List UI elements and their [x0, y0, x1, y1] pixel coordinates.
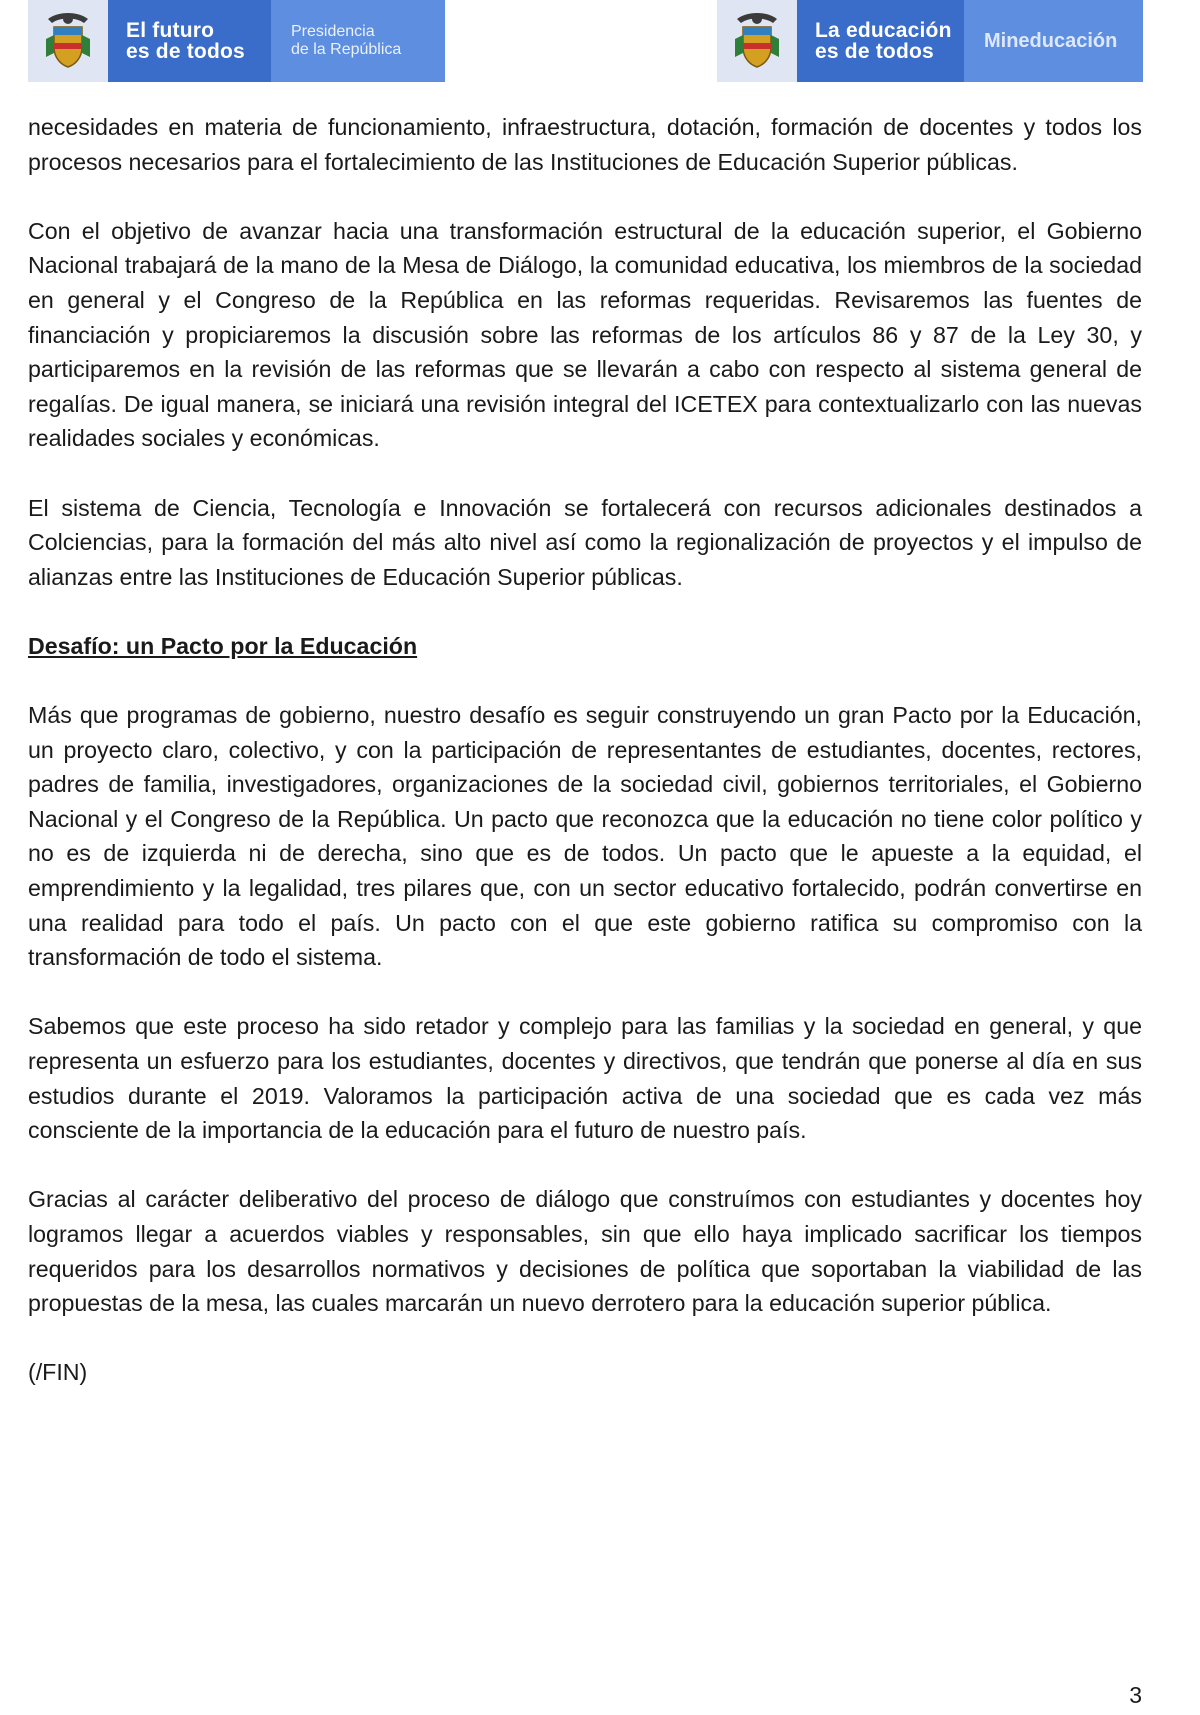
- paragraph: El sistema de Ciencia, Tecnología e Innovación se fortalecerá con recursos adicionales destinados a Colciencias, para la formación del más alto nivel así como la regionalización de proyectos y el impulso de alianzas entre las Instituciones de Educación Superior públicas.: [28, 494, 1142, 590]
- coat-of-arms-icon: [28, 0, 108, 82]
- logo-sub-line-1: Presidencia: [291, 23, 375, 40]
- logo-sub-line-2: de la República: [291, 41, 402, 58]
- logo-la-educacion: [717, 0, 1143, 82]
- logo-main-text: [108, 0, 271, 82]
- paragraph: Más que programas de gobierno, nuestro desafío es seguir construyendo un gran Pacto por la Educación, un proyecto claro, colectivo, y con la participación de representantes de estudiantes, docentes, rectores, padres de familia, investigadores, organizaciones de la sociedad civil, gobiernos territoriales, el Gobierno Nacional y el Congreso de la República. Un pacto que reconozca que la educación no tiene color político y no es de izquierda ni de derecha, sino que es de todos. Un pacto que le apueste a la equidad, el emprendimiento y la legalidad, tres pilares que, con un sector educativo fortalecido, podrán convertirse en una realidad para todo el país. Un pacto con el que este gobierno ratifica su compromiso con la transformación de todo el sistema.: [28, 702, 1142, 971]
- logo-line-2: es de todos: [815, 40, 934, 63]
- paragraph: Sabemos que este proceso ha sido retador y complejo para las familias y la sociedad en general, y que representa un esfuerzo para los estudiantes, docentes y directivos, que tendrán que ponerse al día en sus estudios durante el 2019. Valoramos la participación activa de una sociedad que es cada vez más consciente de la importancia de la educación para el futuro de nuestro país.: [28, 1013, 1142, 1144]
- logo-line-1: El futuro: [126, 19, 215, 42]
- paragraph: Gracias al carácter deliberativo del proceso de diálogo que construímos con estudiantes y docentes hoy logramos llegar a acuerdos viables y responsables, sin que ello haya implicado sacrificar los tiempos requeridos para los desarrollos normativos y decisiones de política que soportaban la viabilidad de las propuestas de la mesa, las cuales marcarán un nuevo derrotero para la educación superior pública.: [28, 1186, 1142, 1317]
- logo-line-1: La educación: [815, 19, 952, 42]
- page-number: 3: [1129, 1682, 1142, 1708]
- logo-sub-text: [271, 0, 445, 82]
- end-mark: (/FIN): [28, 1359, 88, 1386]
- logo-el-futuro: [28, 0, 445, 82]
- logo-sub-text: [964, 0, 1143, 82]
- coat-of-arms-icon: [717, 0, 797, 82]
- section-heading: Desafío: un Pacto por la Educación: [28, 632, 418, 659]
- logo-sub-line-1: Mineducación: [984, 30, 1118, 52]
- paragraph: necesidades en materia de funcionamiento, infraestructura, dotación, formación de docentes y todos los procesos necesarios para el fortalecimiento de las Instituciones de Educación Superior públicas.: [28, 114, 1142, 175]
- logo-main-text: [797, 0, 964, 82]
- paragraph: Con el objetivo de avanzar hacia una transformación estructural de la educación superior, el Gobierno Nacional trabajará de la mano de la Mesa de Diálogo, la comunidad educativa, los miembros de la sociedad en general y el Congreso de la República en las reformas requeridas. Revisaremos las fuentes de financiación y propiciaremos la discusión sobre las reformas de los artículos 86 y 87 de la Ley 30, y participaremos en la revisión de las reformas que se llevarán a cabo con respecto al sistema general de regalías. De igual manera, se iniciará una revisión integral del ICETEX para contextualizarlo con las nuevas realidades sociales y económicas.: [28, 217, 1142, 452]
- logo-line-2: es de todos: [126, 40, 245, 63]
- document-body: [28, 110, 1142, 1425]
